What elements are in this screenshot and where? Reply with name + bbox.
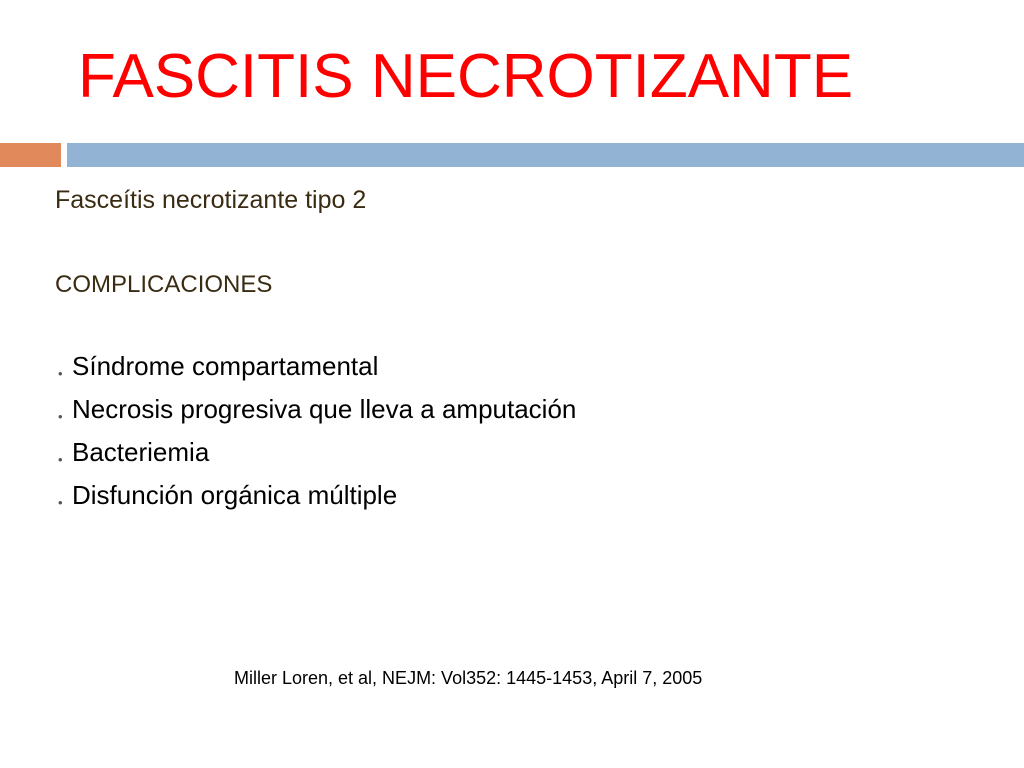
accent-bar-blue <box>67 143 1024 167</box>
list-item-text: Disfunción orgánica múltiple <box>72 480 398 510</box>
bullet-dot-icon: • <box>58 452 63 467</box>
section-heading: COMPLICACIONES <box>55 271 273 298</box>
slide-title: FASCITIS NECROTIZANTE <box>78 42 854 111</box>
slide-subtitle: Fasceítis necrotizante tipo 2 <box>55 186 367 214</box>
list-item-text: Bacteriemia <box>72 437 210 467</box>
list-item-text: Necrosis progresiva que lleva a amputación <box>72 394 577 424</box>
bullet-dot-icon: • <box>58 409 63 424</box>
bullet-dot-icon: • <box>58 366 63 381</box>
bullet-dot-icon: • <box>58 495 63 510</box>
list-item-text: Síndrome compartamental <box>72 351 379 381</box>
accent-bar-orange <box>0 143 61 167</box>
citation: Miller Loren, et al, NEJM: Vol352: 1445-1453, April 7, 2005 <box>234 668 703 688</box>
